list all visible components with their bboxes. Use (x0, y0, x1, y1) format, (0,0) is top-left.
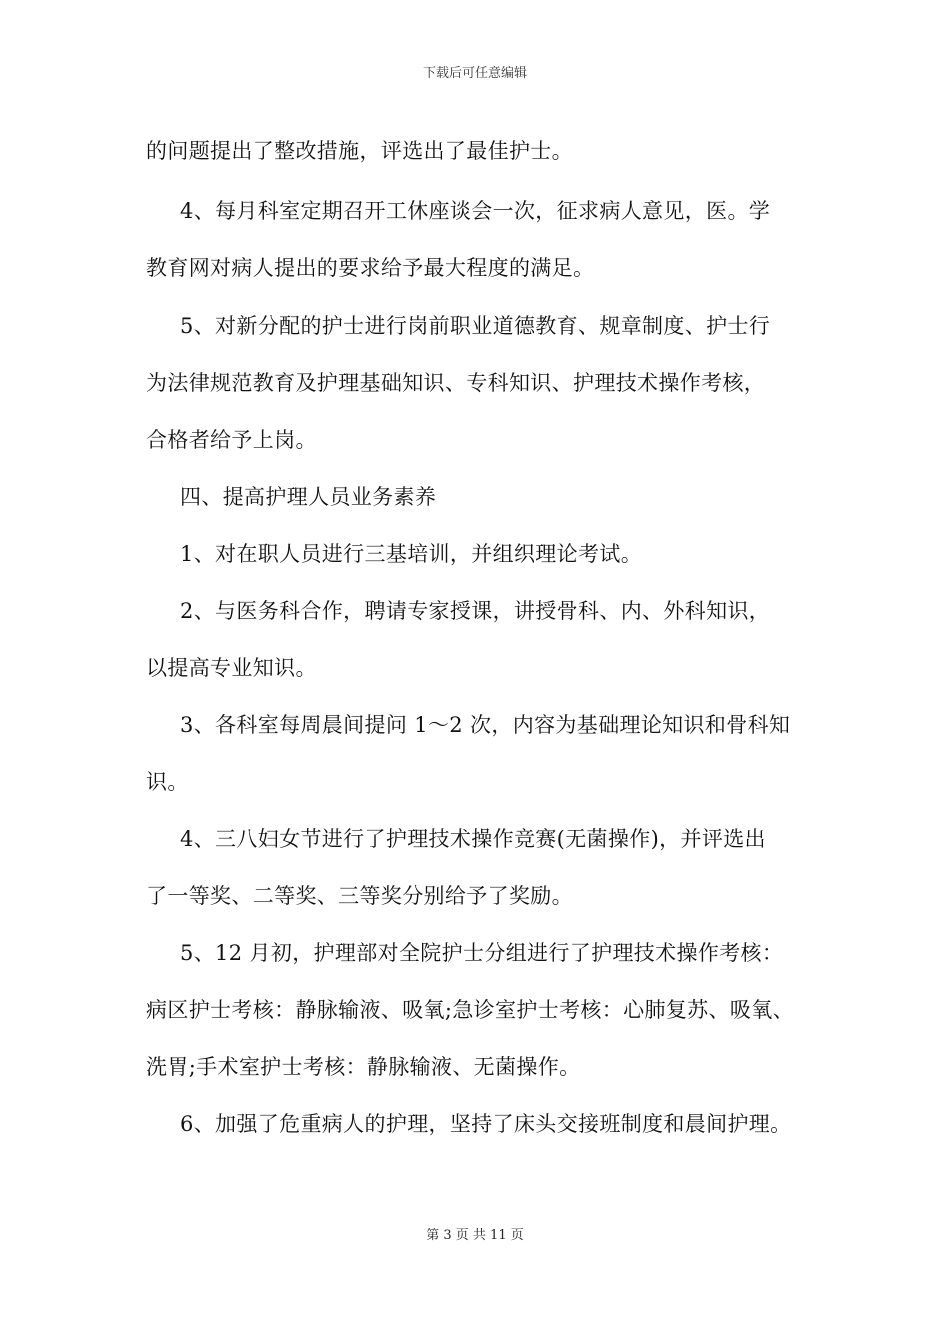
text-line: 4、每月科室定期召开工休座谈会一次，征求病人意见，医。学 (180, 199, 771, 223)
text-line: 识。 (146, 770, 189, 794)
text-line: 6、加强了危重病人的护理，坚持了床头交接班制度和晨间护理。 (180, 1112, 792, 1136)
text-line: 4、三八妇女节进行了护理技术操作竞赛(无菌操作)，并评选出 (180, 827, 766, 851)
text-line: 洗胃;手术室护士考核：静脉输液、无菌操作。 (146, 1055, 581, 1079)
text-line: 1、对在职人员进行三基培训，并组织理论考试。 (180, 542, 643, 566)
text-line: 教育网对病人提出的要求给予最大程度的满足。 (146, 256, 595, 280)
text-line: 了一等奖、二等奖、三等奖分别给予了奖励。 (146, 884, 573, 908)
text-line: 合格者给予上岗。 (146, 428, 317, 452)
text-line: 的问题提出了整改措施，评选出了最佳护士。 (146, 139, 573, 163)
page-header: 下载后可任意编辑 (422, 66, 527, 81)
text-line: 以提高专业知识。 (146, 656, 317, 680)
text-line: 为法律规范教育及护理基础知识、专科知识、护理技术操作考核， (146, 371, 766, 395)
text-line: 5、12 月初，护理部对全院护士分组进行了护理技术操作考核： (180, 941, 784, 965)
text-line: 5、对新分配的护士进行岗前职业道德教育、规章制度、护士行 (180, 314, 771, 338)
section-heading: 四、提高护理人员业务素养 (180, 485, 437, 509)
text-line: 3、各科室每周晨间提问 1～2 次，内容为基础理论知识和骨科知 (180, 713, 791, 737)
text-line: 2、与医务科合作，聘请专家授课，讲授骨科、内、外科知识， (180, 599, 771, 623)
page-number: 第 3 页 共 11 页 (426, 1228, 524, 1243)
text-line: 病区护士考核：静脉输液、吸氧;急诊室护士考核：心肺复苏、吸氧、 (146, 998, 794, 1022)
